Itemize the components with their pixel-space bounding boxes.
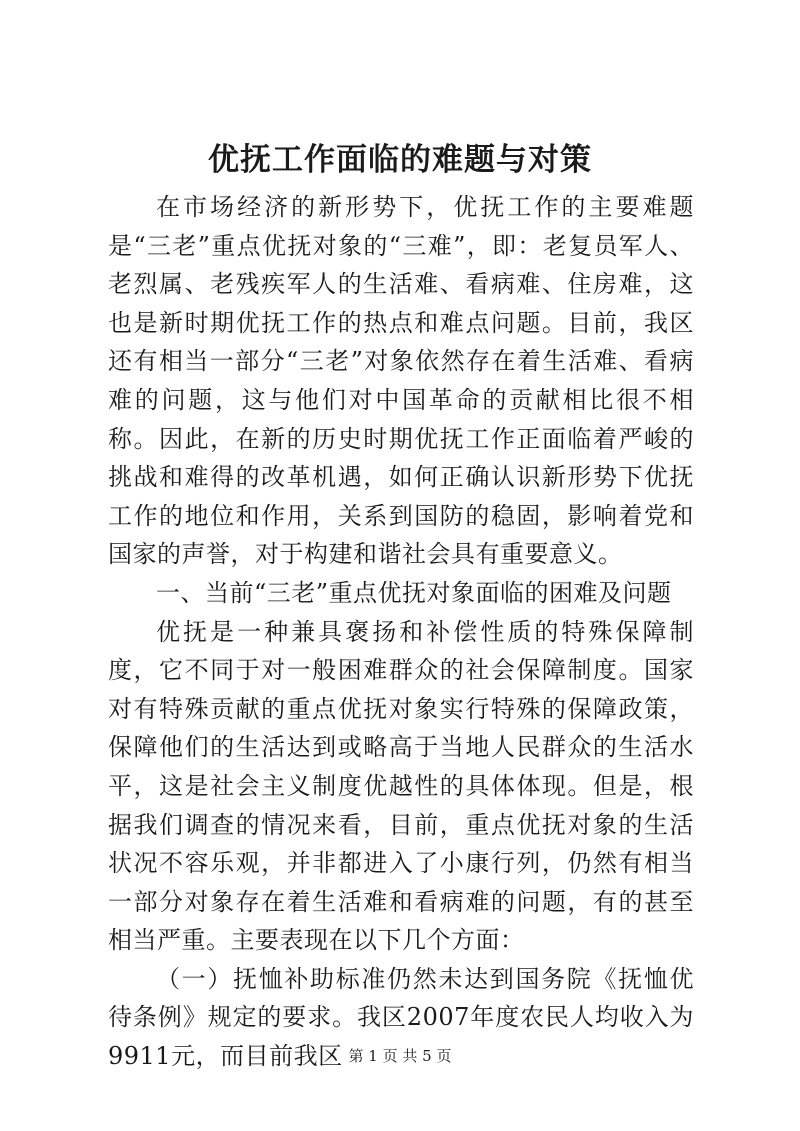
section-heading: 一、当前“三老”重点优抚对象面临的困难及问题 — [156, 578, 672, 607]
subsection-paragraph: （一）抚恤补助标准仍然未达到国务院《抚恤优待条例》规定的要求。我区2007年度农民人均收入为9911元，而目前我区 — [108, 964, 694, 1071]
body-paragraph: 优抚是一种兼具褒扬和补偿性质的特殊保障制度，它不同于对一般困难群众的社会保障制度。国家对有特殊贡献的重点优抚对象实行特殊的保障政策，保障他们的生活达到或略高于当地人民群众的生活水平，这是社会主义制度优越性的具体体现。但是，根据我们调查的情况来看，目前，重点优抚对象的生活状况不容乐观，并非都进入了小康行列，仍然有相当一部分对象存在着生活难和看病难的问题，有的甚至相当严重。主要表现在以下几个方面： — [108, 617, 694, 955]
page-footer: 第 1 页 共 5 页 — [348, 1047, 452, 1065]
document-title: 优抚工作面临的难题与对策 — [208, 142, 592, 178]
intro-paragraph: 在市场经济的新形势下，优抚工作的主要难题是“三老”重点优抚对象的“三难”，即：老复员军人、老烈属、老残疾军人的生活难、看病难、住房难，这也是新时期优抚工作的热点和难点问题。目前，我区还有相当一部分“三老”对象依然存在着生活难、看病难的问题，这与他们对中国革命的贡献相比很不相称。因此，在新的历史时期优抚工作正面临着严峻的挑战和难得的改革机遇，如何正确认识新形势下优抚工作的地位和作用，关系到国防的稳固，影响着党和国家的声誉，对于构建和谐社会具有重要意义。 — [108, 193, 694, 569]
document-body — [108, 188, 694, 1076]
